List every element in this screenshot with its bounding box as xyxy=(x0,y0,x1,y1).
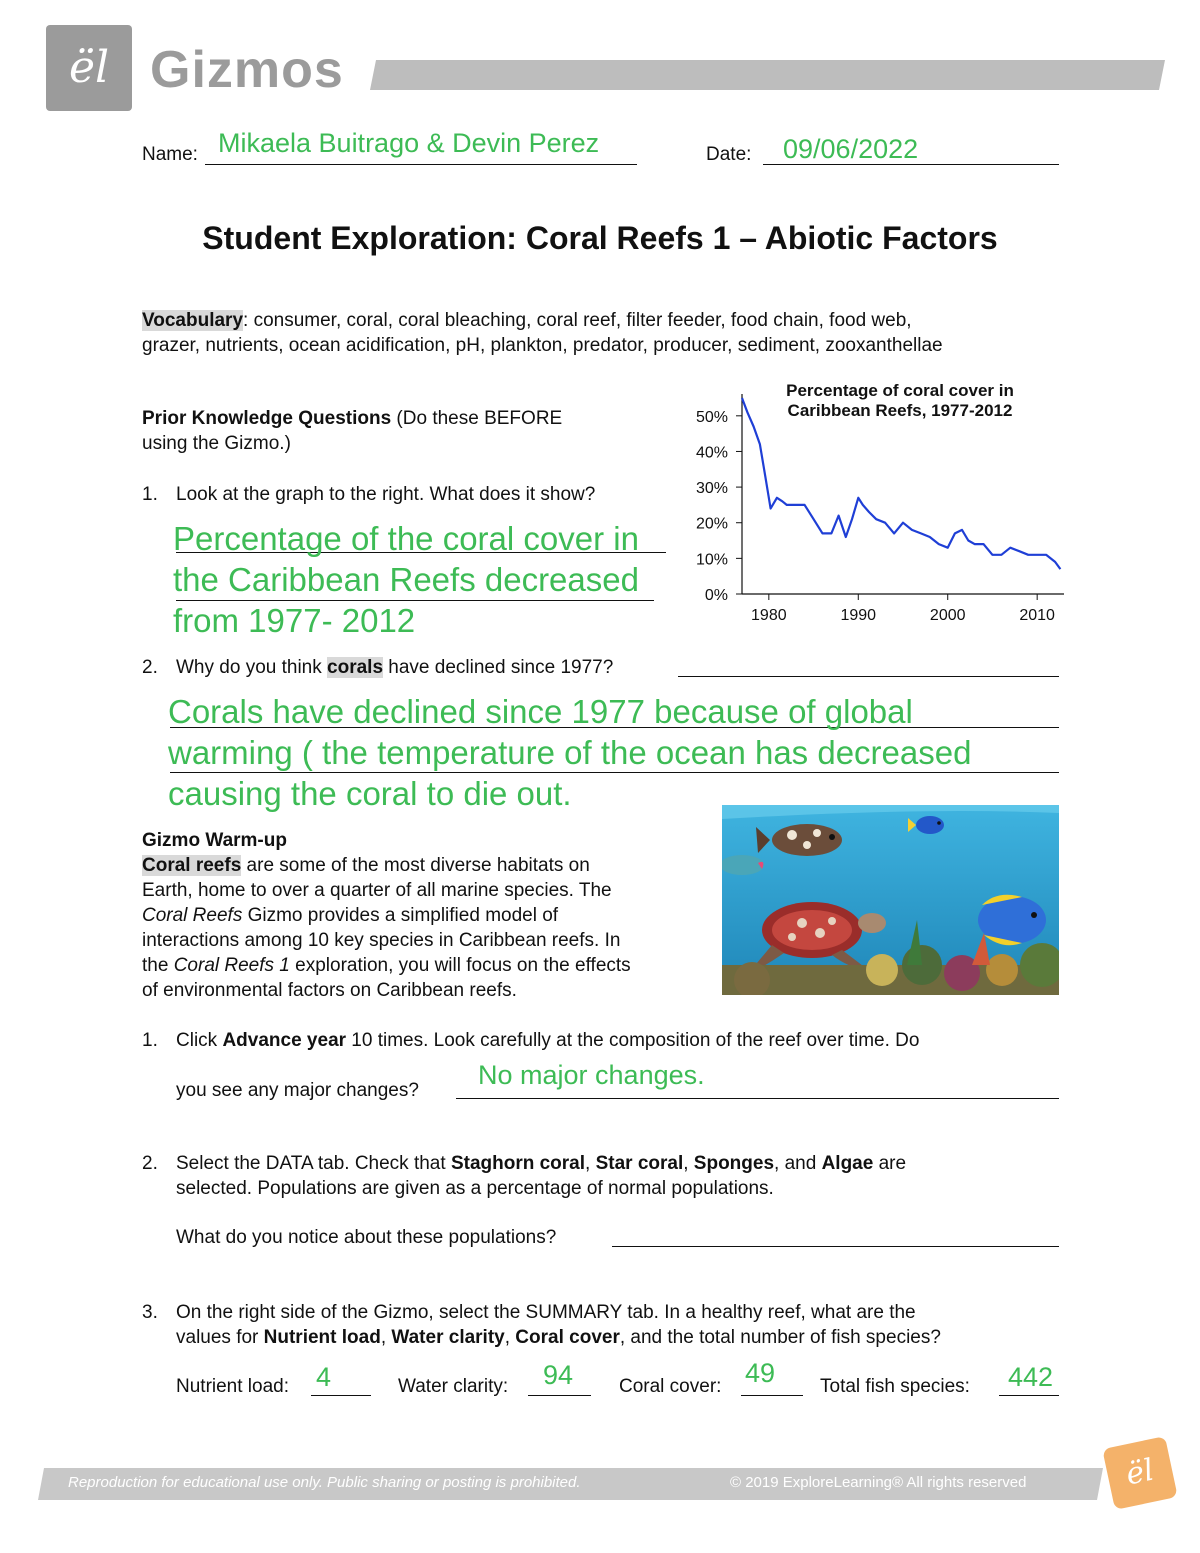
warmup-q1-answer[interactable]: No major changes. xyxy=(478,1060,705,1090)
water-clarity-line xyxy=(528,1395,591,1396)
warmup-q3-sep-2: , xyxy=(504,1327,516,1348)
vocabulary-text-2: grazer, nutrients, ocean acidification, pH, plankton, predator, producer, sediment, zooxanthellae xyxy=(142,335,943,356)
coral-cover-chart xyxy=(670,380,1070,630)
prior-answer-1[interactable] xyxy=(173,518,683,641)
warmup-q3-kw-2: Water clarity xyxy=(391,1327,505,1348)
page-title: Student Exploration: Coral Reefs 1 – Abiotic Factors xyxy=(202,220,998,256)
coral-cover-value[interactable]: 49 xyxy=(745,1358,776,1388)
prior-q1 xyxy=(142,482,595,507)
date-value[interactable]: 09/06/2022 xyxy=(783,134,919,164)
name-label: Name: xyxy=(142,144,198,165)
brand-name: Gizmos xyxy=(150,41,344,99)
water-clarity-value[interactable]: 94 xyxy=(543,1360,574,1390)
warmup-q3-kw-1: Nutrient load xyxy=(263,1327,381,1348)
footer-copyright: © 2019 ExploreLearning® All rights reserved xyxy=(730,1474,1027,1491)
y-tick-label: 30% xyxy=(695,480,728,498)
prior-q2-text-post: have declined since 1977? xyxy=(383,657,614,678)
warmup-q1-line-2: you see any major changes? xyxy=(176,1080,419,1101)
prior-q1-text: Look at the graph to the right. What does it show? xyxy=(176,484,596,505)
nutrient-load-value[interactable]: 4 xyxy=(316,1362,332,1392)
name-value[interactable]: Mikaela Buitrago & Devin Perez xyxy=(218,128,600,158)
warmup-q2-answer-line[interactable] xyxy=(612,1246,1059,1247)
prior-heading-bold: Prior Knowledge Questions xyxy=(142,408,392,429)
y-tick-label: 20% xyxy=(695,515,728,533)
warmup-line-4: interactions among 10 key species in Caribbean reefs. In xyxy=(142,930,621,951)
prior-q2-keyword: corals xyxy=(327,657,384,678)
nutrient-load-label: Nutrient load: xyxy=(176,1376,290,1397)
header-bar xyxy=(370,60,1165,90)
prior-q2-text-pre: Why do you think xyxy=(176,657,328,678)
x-tick-label: 2000 xyxy=(929,607,966,624)
y-tick-label: 0% xyxy=(704,587,728,604)
warmup-q2-post: are xyxy=(873,1153,907,1174)
warmup-q3-kw-3: Coral cover xyxy=(515,1327,620,1348)
warmup-q1-number: 1. xyxy=(142,1030,158,1051)
explorelearning-logo-icon: ël xyxy=(1102,1436,1177,1510)
warmup-q2-kw-4: Algae xyxy=(821,1153,874,1174)
prior-answer-2-line-2: warming ( the temperature of the ocean has decreased xyxy=(168,734,972,771)
warmup-q1-keyword: Advance year xyxy=(222,1030,347,1051)
q2-line-0 xyxy=(678,676,1059,677)
warmup-q3-post: , and the total number of fish species? xyxy=(619,1327,941,1348)
warmup-q2-kw-2: Star coral xyxy=(595,1153,684,1174)
warmup-keyword: Coral reefs xyxy=(142,855,242,876)
prior-answer-2-line-3: causing the coral to die out. xyxy=(168,775,572,812)
gizmos-logo-icon: ël xyxy=(46,25,132,111)
prior-heading-note-2: using the Gizmo.) xyxy=(142,433,291,454)
vocabulary xyxy=(142,308,943,358)
coral-reef-illustration xyxy=(722,805,1059,995)
nutrient-load-line xyxy=(311,1395,371,1396)
y-tick-label: 10% xyxy=(695,551,728,569)
prior-answer-2[interactable] xyxy=(168,691,1058,814)
warmup-section xyxy=(142,828,712,1003)
prior-answer-1-line-3: from 1977- 2012 xyxy=(173,602,416,639)
coral-cover-series-line xyxy=(742,398,1060,569)
warmup-line-1: are some of the most diverse habitats on xyxy=(241,855,590,876)
warmup-q3-number: 3. xyxy=(142,1302,158,1323)
warmup-line-5: exploration, you will focus on the effects xyxy=(289,955,631,976)
prior-q2-number: 2. xyxy=(142,657,158,678)
warmup-q1-answer-line xyxy=(456,1098,1059,1099)
prior-q1-number: 1. xyxy=(142,484,158,505)
total-fish-label: Total fish species: xyxy=(820,1376,970,1397)
warmup-q1-pre: Click xyxy=(176,1030,223,1051)
warmup-q2-kw-1: Staghorn coral xyxy=(450,1153,586,1174)
y-tick-label: 50% xyxy=(695,408,728,426)
warmup-q2-line-2: selected. Populations are given as a percentage of normal populations. xyxy=(176,1178,774,1199)
warmup-q1 xyxy=(142,1028,919,1053)
warmup-q2-pre: Select the DATA tab. Check that xyxy=(176,1153,451,1174)
warmup-line-5-italic: Coral Reefs 1 xyxy=(173,955,290,976)
warmup-q2 xyxy=(142,1151,906,1176)
warmup-q2-line-3: What do you notice about these populations? xyxy=(176,1227,557,1248)
y-tick-label: 40% xyxy=(695,444,728,462)
warmup-q3 xyxy=(142,1300,916,1325)
vocabulary-text: : consumer, coral, coral bleaching, coral reef, filter feeder, food chain, food web, xyxy=(243,310,912,331)
prior-answer-2-line-1: Corals have declined since 1977 because of global xyxy=(168,693,913,730)
warmup-q3-line-1: On the right side of the Gizmo, select the SUMMARY tab. In a healthy reef, what are the xyxy=(176,1302,916,1323)
warmup-line-5-pre: the xyxy=(142,955,174,976)
date-label: Date: xyxy=(706,144,752,165)
total-fish-value[interactable]: 442 xyxy=(1008,1362,1054,1392)
warmup-q3-sep-1: , xyxy=(380,1327,392,1348)
warmup-heading: Gizmo Warm-up xyxy=(142,830,287,851)
water-clarity-label: Water clarity: xyxy=(398,1376,509,1397)
warmup-q2-sep-1: , xyxy=(585,1153,596,1174)
warmup-q1-post: 10 times. Look carefully at the composition of the reef over time. Do xyxy=(346,1030,920,1051)
warmup-q2-number: 2. xyxy=(142,1153,158,1174)
warmup-q3-line-2 xyxy=(176,1325,941,1350)
vocabulary-label: Vocabulary xyxy=(142,310,244,331)
warmup-line-6: of environmental factors on Caribbean reefs. xyxy=(142,980,517,1001)
prior-q2 xyxy=(142,655,613,680)
footer-disclaimer: Reproduction for educational use only. Public sharing or posting is prohibited. xyxy=(68,1474,581,1491)
warmup-q2-sep-3: , and xyxy=(774,1153,822,1174)
x-tick-label: 1980 xyxy=(751,607,787,624)
coral-cover-line xyxy=(741,1395,803,1396)
total-fish-line xyxy=(999,1395,1059,1396)
x-tick-label: 2010 xyxy=(1019,607,1055,624)
warmup-line-3: Gizmo provides a simplified model of xyxy=(242,905,559,926)
prior-answer-1-line-2: the Caribbean Reefs decreased xyxy=(173,561,639,598)
prior-answer-1-line-1: Percentage of the coral cover in xyxy=(173,520,639,557)
x-tick-label: 1990 xyxy=(840,607,877,624)
warmup-line-3-italic: Coral Reefs xyxy=(142,905,243,926)
warmup-line-2: Earth, home to over a quarter of all marine species. The xyxy=(142,880,612,901)
warmup-q2-sep-2: , xyxy=(683,1153,694,1174)
name-line xyxy=(205,164,637,165)
prior-heading-note: (Do these BEFORE xyxy=(391,408,563,429)
warmup-q3-pre: values for xyxy=(176,1327,264,1348)
chart-title: Percentage of coral cover in Caribbean Reefs, 1977-2012 xyxy=(786,381,1014,420)
parrotfish-icon xyxy=(722,855,764,875)
warmup-q2-kw-3: Sponges xyxy=(693,1153,775,1174)
prior-knowledge-heading xyxy=(142,406,562,456)
coral-cover-label: Coral cover: xyxy=(619,1376,722,1397)
